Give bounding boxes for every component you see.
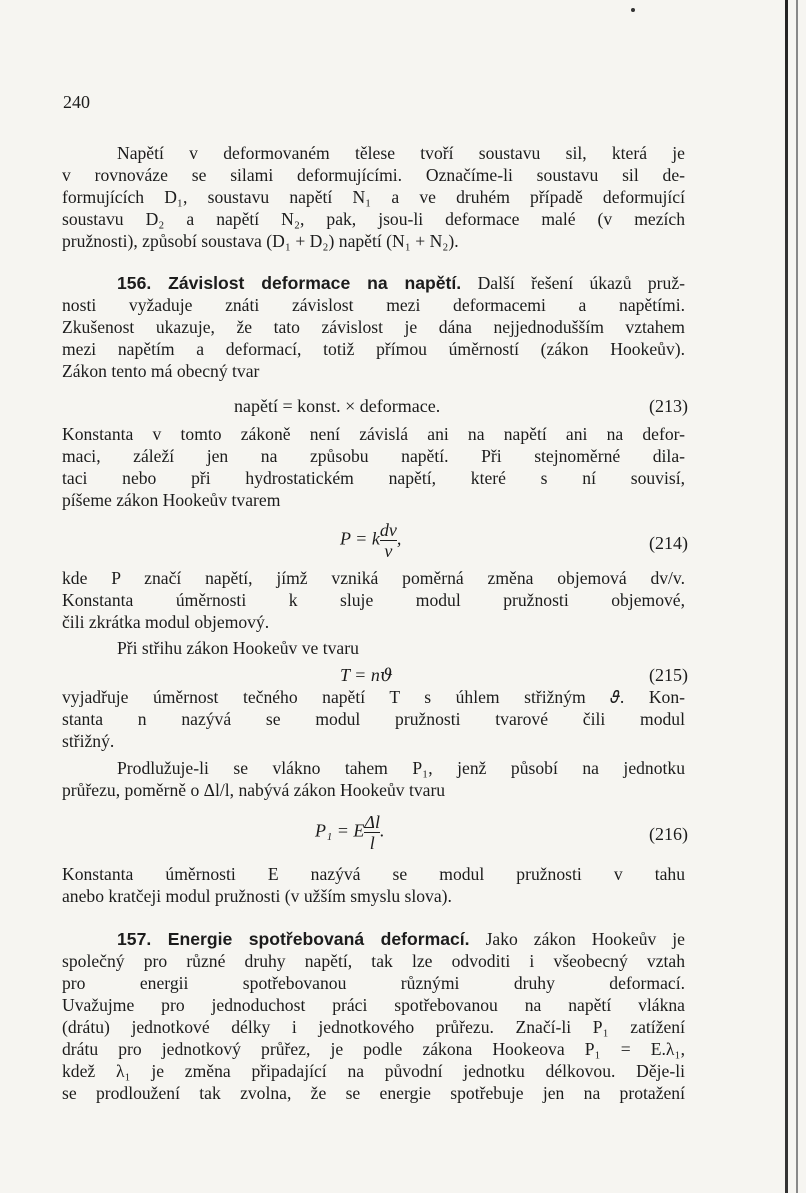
equation-213: napětí = konst. × deformace. [234, 396, 441, 416]
equation-216-fraction [364, 812, 380, 853]
p5-line-1: vyjadřuje úměrnost tečného napětí T s úhlem střižným 𝜗. Kon- [62, 687, 685, 707]
sec157-line-7: kdež λ₁ je změna připadající na původní jednotku délkovou. Děje-li [62, 1061, 685, 1081]
sec156-line-2: nosti vyžaduje znáti závislost mezi deformacemi a napětími. [62, 295, 685, 315]
sec156-line-1: Další řešení úkazů pruž- [477, 273, 685, 293]
equation-216 [315, 812, 384, 853]
p1-line-4: soustavu D₂ a napětí N₂, pak, jsou-li deformace malé (v mezích [62, 209, 685, 229]
p2-line-3: taci nebo při hydrostatickém napětí, které s ní souvisí, [62, 468, 685, 488]
equation-216-denominator: l [369, 833, 375, 853]
p1-line-2: v rovnováze se silami deformujícími. Označíme-li soustavu sil de- [62, 165, 685, 185]
sec156-line-4: mezi napětím a deformací, totiž přímou úměrností (zákon Hookeův). [62, 339, 685, 359]
sec157-line-6: drátu pro jednotkový průřez, je podle zákona Hookeova P₁ = E.λ₁, [62, 1039, 685, 1059]
page-number: 240 [63, 92, 90, 112]
equation-216-lhs: P₁ = E [315, 820, 365, 841]
equation-214 [340, 520, 401, 561]
equation-216-number: (216) [649, 824, 688, 844]
sec156-heading: 156. Závislost deformace na napětí. [117, 273, 462, 293]
page-edge-line [796, 0, 798, 1193]
p3-line-3: čili zkrátka modul objemový. [62, 612, 270, 632]
sec157-line-2: společný pro různé druhy napětí, tak lze odvoditi i všeobecný vztah [62, 951, 685, 971]
p1-line-1: Napětí v deformovaném tělese tvoří soustavu sil, která je [117, 143, 685, 163]
equation-213-number: (213) [649, 396, 688, 416]
p2-line-2: maci, záleží jen na způsobu napětí. Při stejnoměrné dila- [62, 446, 685, 466]
equation-215-number: (215) [649, 665, 688, 685]
equation-216-numerator: Δl [364, 812, 380, 832]
p2-line-4: píšeme zákon Hookeův tvarem [62, 490, 281, 510]
p6-line-1: Prodlužuje-li se vlákno tahem P₁, jenž působí na jednotku [117, 758, 685, 778]
p5-line-2: stanta n nazývá se modul pružnosti tvarové čili modul [62, 709, 685, 729]
equation-216-tail: . [379, 820, 385, 841]
p3-line-1: kde P značí napětí, jímž vzniká poměrná změna objemová dv/v. [62, 568, 685, 588]
p1-line-5: pružnosti), způsobí soustava (D₁ + D₂) napětí (N₁ + N₂). [62, 231, 459, 251]
sec157-line-5: (drátu) jednotkové délky i jednotkového průřezu. Značí-li P₁ zatížení [62, 1017, 685, 1037]
sec156-line-3: Zkušenost ukazuje, že tato závislost je dána nejjednodušším vztahem [62, 317, 685, 337]
sec157-line-4: Uvažujme pro jednoduchost práci spotřebovanou na napětí vlákna [62, 995, 685, 1015]
sec156-line-5: Zákon tento má obecný tvar [62, 361, 260, 381]
equation-214-number: (214) [649, 533, 688, 553]
sec157-line-8: se prodloužení tak zvolna, že se energie spotřebuje jen na protažení [62, 1083, 685, 1103]
p4-line-1: Při střihu zákon Hookeův ve tvaru [117, 638, 359, 658]
equation-214-lhs: P = k [340, 528, 380, 549]
p6-line-2: průřezu, poměrně o Δl/l, nabývá zákon Hookeův tvaru [62, 780, 446, 800]
p5-line-3: střižný. [62, 731, 115, 751]
equation-214-tail: , [396, 528, 402, 549]
sec156-first-line [117, 273, 685, 295]
sec157-line-3: pro energii spotřebovanou různými druhy deformací. [62, 973, 685, 993]
sec157-line-1: Jako zákon Hookeův je [485, 929, 685, 949]
p2-line-1: Konstanta v tomto zákoně není závislá ani na napětí ani na defor- [62, 424, 685, 444]
equation-214-fraction [380, 520, 397, 561]
page-edge-shadow [785, 0, 788, 1193]
equation-214-numerator: dv [379, 520, 397, 540]
sec157-first-line [117, 929, 685, 951]
equation-215: T = n𝜗 [340, 665, 393, 685]
speck [631, 8, 635, 12]
p1-line-3: formujících D₁, soustavu napětí N₁ a ve druhém případě deformující [62, 187, 685, 207]
p3-line-2: Konstanta úměrnosti k sluje modul pružnosti objemové, [62, 590, 685, 610]
sec157-heading: 157. Energie spotřebovaná deformací. [117, 929, 470, 949]
p7-line-2: anebo kratčeji modul pružnosti (v užším smyslu slova). [62, 886, 452, 906]
p7-line-1: Konstanta úměrnosti E nazývá se modul pružnosti v tahu [62, 864, 685, 884]
equation-214-denominator: v [384, 541, 393, 561]
